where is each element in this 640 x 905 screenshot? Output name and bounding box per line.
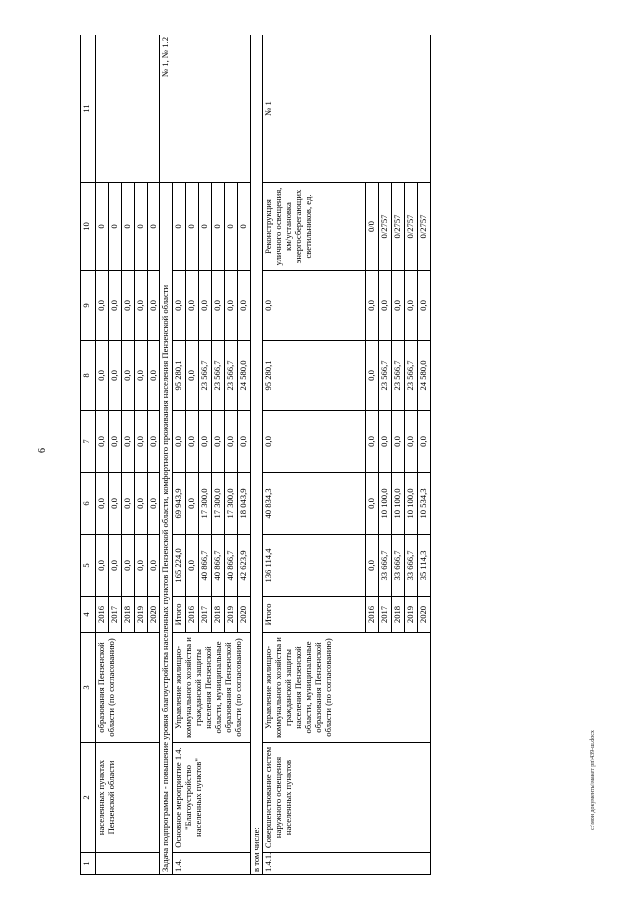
- value-cell: 42 623,9: [237, 535, 250, 597]
- value-cell: 0/2757: [417, 183, 430, 271]
- value-cell: 0,0: [96, 271, 109, 341]
- value-cell: 0,0: [366, 535, 379, 597]
- task-ref: № 1, № 1.2: [160, 35, 250, 183]
- column-number-row: [81, 35, 96, 875]
- value-cell: 0,0: [108, 535, 121, 597]
- value-cell: 0,0: [366, 341, 379, 411]
- value-cell: 18 043,9: [237, 473, 250, 535]
- col-number-5: 5: [81, 535, 96, 597]
- value-cell: 0,0: [186, 271, 199, 341]
- value-cell: 23 566,7: [224, 341, 237, 411]
- year-cell: 2018: [121, 597, 134, 633]
- value-cell: 10 534,3: [417, 473, 430, 535]
- indicator-name: Реконструкция уличного освещения, км/установка энергосберегающих светильников, ед.: [263, 183, 366, 271]
- value-cell: 0,0: [224, 271, 237, 341]
- value-cell: 17 300,0: [199, 473, 212, 535]
- value-cell: 0,0: [134, 535, 147, 597]
- value-cell: 0,0: [121, 535, 134, 597]
- value-cell: 0/2757: [405, 183, 418, 271]
- value-cell: 0,0: [173, 411, 186, 473]
- value-cell: 17 300,0: [211, 473, 224, 535]
- value-cell: 0,0: [417, 411, 430, 473]
- value-cell: 0,0: [108, 271, 121, 341]
- value-cell: 0,0: [147, 411, 160, 473]
- value-cell: 0,0: [366, 411, 379, 473]
- value-cell: 0,0: [134, 473, 147, 535]
- value-cell: 0,0: [173, 271, 186, 341]
- value-cell: 0,0: [134, 271, 147, 341]
- indicator-ref: № 1: [263, 35, 430, 183]
- row-number: 1.4.1.: [263, 853, 430, 875]
- value-cell: 0: [186, 183, 199, 271]
- value-cell: 0,0: [263, 271, 366, 341]
- activity-name: Совершенствование систем наружного освещения населенных пунктов: [263, 743, 430, 853]
- value-cell: 95 280,1: [263, 341, 366, 411]
- year-cell: 2017: [108, 597, 121, 633]
- value-cell: 24 580,0: [417, 341, 430, 411]
- col-number-6: 6: [81, 473, 96, 535]
- value-cell: 0,0: [134, 411, 147, 473]
- value-cell: 40 866,7: [211, 535, 224, 597]
- value-cell: 10 100,0: [405, 473, 418, 535]
- rotated-page: [80, 35, 585, 875]
- document-body: [80, 35, 585, 875]
- value-cell: 0,0: [211, 411, 224, 473]
- value-cell: 23 566,7: [199, 341, 212, 411]
- value-cell: 0,0: [121, 271, 134, 341]
- year-cell: 2016: [366, 597, 379, 633]
- col-number-8: 8: [81, 341, 96, 411]
- value-cell: 0,0: [96, 411, 109, 473]
- value-cell: 0: [224, 183, 237, 271]
- activity-executor: Управление жилищно-коммунального хозяйства и гражданской защиты населения Пензенской области, муниципальные образования Пензенской области (по согласованию): [263, 633, 430, 743]
- year-cell: 2016: [96, 597, 109, 633]
- col-number-3: 3: [81, 633, 96, 743]
- value-cell: 0,0: [417, 271, 430, 341]
- value-cell: 10 100,0: [379, 473, 392, 535]
- value-cell: 17 300,0: [224, 473, 237, 535]
- year-cell: 2018: [392, 597, 405, 633]
- col-number-11: 11: [81, 35, 96, 183]
- value-cell: 165 224,0: [173, 535, 186, 597]
- year-cell: 2017: [199, 597, 212, 633]
- activity-executor: Управление жилищно-коммунального хозяйства и гражданской защиты населения Пензенской области, муниципальные образования Пензенской области (по согласованию): [173, 633, 250, 743]
- value-cell: 0,0: [147, 271, 160, 341]
- footer-file-path: c:\мои документы\макет рп\439-ш.docx: [590, 730, 596, 830]
- year-cell: 2018: [211, 597, 224, 633]
- value-cell: 0,0: [121, 341, 134, 411]
- value-cell: 0: [134, 183, 147, 271]
- year-cell: Итого: [173, 597, 186, 633]
- value-cell: 0,0: [237, 271, 250, 341]
- value-cell: 0: [211, 183, 224, 271]
- value-cell: 0,0: [147, 535, 160, 597]
- value-cell: 40 866,7: [199, 535, 212, 597]
- value-cell: 0,0: [186, 411, 199, 473]
- value-cell: 33 666,7: [392, 535, 405, 597]
- value-cell: 0: [121, 183, 134, 271]
- table-row: [263, 35, 366, 875]
- col-number-7: 7: [81, 411, 96, 473]
- year-cell: 2020: [147, 597, 160, 633]
- cont-name-cell: населенных пунктах Пензенской области: [96, 743, 160, 853]
- value-cell: 23 566,7: [211, 341, 224, 411]
- task-row: [160, 35, 173, 875]
- value-cell: 0,0: [186, 341, 199, 411]
- value-cell: 0,0: [405, 271, 418, 341]
- including-row: [250, 35, 263, 875]
- value-cell: 0,0: [96, 535, 109, 597]
- value-cell: 0/2757: [379, 183, 392, 271]
- year-cell: 2019: [405, 597, 418, 633]
- value-cell: 0: [108, 183, 121, 271]
- value-cell: 40 866,7: [224, 535, 237, 597]
- value-cell: 0: [96, 183, 109, 271]
- col-number-9: 9: [81, 271, 96, 341]
- col-number-4: 4: [81, 597, 96, 633]
- value-cell: 0,0: [186, 535, 199, 597]
- cell-empty: [96, 35, 160, 183]
- col-number-10: 10: [81, 183, 96, 271]
- value-cell: 0,0: [211, 271, 224, 341]
- value-cell: 0/2757: [392, 183, 405, 271]
- value-cell: 0,0: [199, 271, 212, 341]
- value-cell: 0,0: [379, 271, 392, 341]
- value-cell: 10 100,0: [392, 473, 405, 535]
- year-cell: 2017: [379, 597, 392, 633]
- value-cell: 0,0: [108, 411, 121, 473]
- cont-executor-cell: образования Пензенской области (по согласованию): [96, 633, 160, 743]
- value-cell: 0,0: [366, 271, 379, 341]
- including-label: в том числе:: [250, 35, 263, 875]
- value-cell: 40 834,3: [263, 473, 366, 535]
- col-number-2: 2: [81, 743, 96, 853]
- value-cell: 0: [173, 183, 186, 271]
- year-cell: 2020: [237, 597, 250, 633]
- value-cell: 0,0: [392, 411, 405, 473]
- value-cell: 33 666,7: [405, 535, 418, 597]
- value-cell: 0: [199, 183, 212, 271]
- year-cell: 2019: [224, 597, 237, 633]
- col-number-1: 1: [81, 853, 96, 875]
- value-cell: 0: [237, 183, 250, 271]
- value-cell: 0,0: [379, 411, 392, 473]
- page-number: 6: [37, 448, 48, 453]
- value-cell: 0,0: [108, 473, 121, 535]
- value-cell: 0,0: [366, 473, 379, 535]
- value-cell: 0,0: [134, 341, 147, 411]
- value-cell: 0,0: [263, 411, 366, 473]
- value-cell: 23 566,7: [405, 341, 418, 411]
- year-cell: 2016: [186, 597, 199, 633]
- value-cell: 69 943,9: [173, 473, 186, 535]
- value-cell: 0,0: [121, 411, 134, 473]
- value-cell: 0: [147, 183, 160, 271]
- value-cell: 0,0: [147, 341, 160, 411]
- value-cell: 0,0: [186, 473, 199, 535]
- value-cell: 0,0: [96, 473, 109, 535]
- value-cell: 35 114,3: [417, 535, 430, 597]
- task-title: Задача подпрограммы - повышение уровня благоустройства населенных пунктов Пензенской области, комфортного проживания населения Пензенской области: [160, 183, 173, 875]
- value-cell: 0,0: [147, 473, 160, 535]
- year-cell: 2020: [417, 597, 430, 633]
- value-cell: 0,0: [405, 411, 418, 473]
- value-cell: 0/0: [366, 183, 379, 271]
- activity-name: Основное мероприятие 1.4. "Благоустройство населенных пунктов": [173, 743, 250, 853]
- value-cell: 0,0: [108, 341, 121, 411]
- value-cell: 95 280,1: [173, 341, 186, 411]
- table-row: [96, 35, 109, 875]
- value-cell: 23 566,7: [392, 341, 405, 411]
- value-cell: 33 666,7: [379, 535, 392, 597]
- value-cell: 0,0: [237, 411, 250, 473]
- year-cell: Итого: [263, 597, 366, 633]
- value-cell: 0,0: [199, 411, 212, 473]
- value-cell: 0,0: [224, 411, 237, 473]
- value-cell: 0,0: [392, 271, 405, 341]
- value-cell: 24 580,0: [237, 341, 250, 411]
- cell-empty: [96, 853, 160, 875]
- value-cell: 136 114,4: [263, 535, 366, 597]
- program-table: [80, 35, 431, 875]
- row-number: 1.4.: [173, 853, 250, 875]
- value-cell: 0,0: [121, 473, 134, 535]
- value-cell: 0,0: [96, 341, 109, 411]
- value-cell: 23 566,7: [379, 341, 392, 411]
- year-cell: 2019: [134, 597, 147, 633]
